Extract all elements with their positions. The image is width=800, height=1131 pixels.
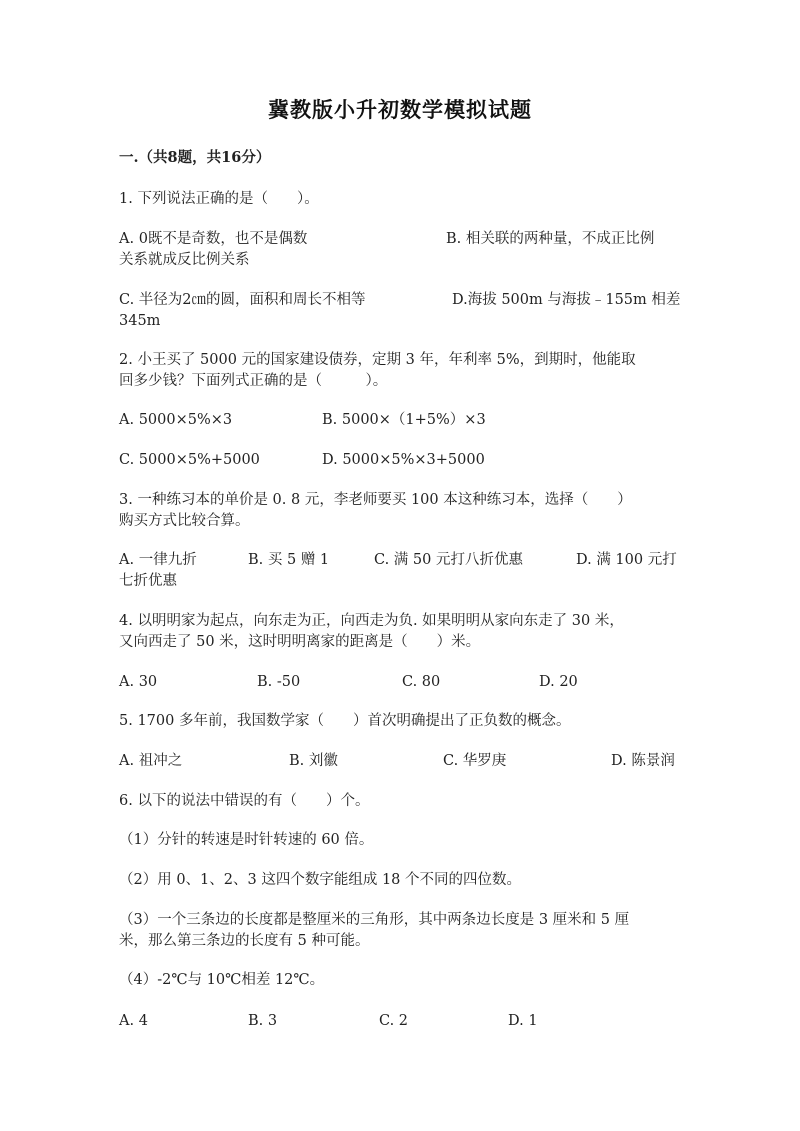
q6-option-d: D. 1 [508, 1013, 538, 1029]
q6-statement-1: （1）分针的转速是时针转速的 60 倍。 [119, 832, 374, 848]
q5-option-c: C. 华罗庚 [443, 753, 507, 769]
q6-stem: 6. 以下的说法中错误的有（ ）个。 [119, 793, 370, 809]
q1-option-d: D.海拔 500m 与海拔﹣155m 相差 [452, 292, 681, 308]
q4-option-b: B. -50 [257, 674, 301, 690]
q6-option-c: C. 2 [379, 1013, 409, 1029]
q5-option-b: B. 刘徽 [289, 753, 338, 769]
q4-option-d: D. 20 [539, 674, 578, 690]
q4-stem-cont: 又向西走了 50 米，这时明明离家的距离是（ ）米。 [119, 634, 481, 650]
section-heading: 一.（共8题，共16分） [119, 149, 271, 166]
q3-stem-cont: 购买方式比较合算。 [119, 513, 250, 529]
q1-option-b: B. 相关联的两种量，不成正比例 [446, 231, 655, 247]
q6-statement-2: （2）用 0、1、2、3 这四个数字能组成 18 个不同的四位数。 [119, 872, 522, 888]
q2-stem: 2. 小王买了 5000 元的国家建设债券，定期 3 年，年利率 5%，到期时，他能取 [119, 352, 636, 368]
q1-option-b-cont: 关系就成反比例关系 [119, 252, 250, 268]
q6-option-a: A. 4 [119, 1013, 148, 1029]
q3-option-b: B. 买 5 赠 1 [248, 552, 330, 568]
q4-stem: 4. 以明明家为起点，向东走为正，向西走为负. 如果明明从家向东走了 30 米， [119, 613, 624, 629]
q6-statement-3: （3）一个三条边的长度都是整厘米的三角形，其中两条边长度是 3 厘米和 5 厘 [119, 912, 630, 928]
q5-option-d: D. 陈景润 [611, 753, 675, 769]
q5-stem: 5. 1700 多年前，我国数学家（ ）首次明确提出了正负数的概念。 [119, 713, 571, 729]
q1-stem: 1. 下列说法正确的是（ ）。 [119, 191, 319, 207]
q6-statement-4: （4）-2℃与 10℃相差 12℃。 [119, 972, 325, 988]
q6-option-b: B. 3 [248, 1013, 278, 1029]
q3-option-d: D. 满 100 元打 [576, 552, 677, 568]
q4-option-a: A. 30 [119, 674, 158, 690]
q1-option-d-cont: 345m [119, 313, 161, 329]
q1-option-a: A. 0既不是奇数，也不是偶数 [119, 231, 308, 247]
q1-option-c: C. 半径为2㎝的圆，面积和周长不相等 [119, 292, 366, 308]
page-title: 冀教版小升初数学模拟试题 [268, 97, 532, 122]
q2-option-c: C. 5000×5%+5000 [119, 452, 260, 468]
q3-option-a: A. 一律九折 [119, 552, 197, 568]
q5-option-a: A. 祖冲之 [119, 753, 183, 769]
q4-option-c: C. 80 [402, 674, 441, 690]
q2-option-a: A. 5000×5%×3 [119, 412, 233, 428]
q3-stem: 3. 一种练习本的单价是 0. 8 元，李老师要买 100 本这种练习本，选择（ ） [119, 492, 632, 508]
q3-option-c: C. 满 50 元打八折优惠 [374, 552, 523, 568]
q2-option-d: D. 5000×5%×3+5000 [322, 452, 485, 468]
q2-stem-cont: 回多少钱？下面列式正确的是（ ）。 [119, 373, 388, 389]
q2-option-b: B. 5000×（1+5%）×3 [322, 412, 486, 428]
q6-statement-3-cont: 米，那么第三条边的长度有 5 种可能。 [119, 933, 370, 949]
q3-option-d-cont: 七折优惠 [119, 573, 177, 589]
